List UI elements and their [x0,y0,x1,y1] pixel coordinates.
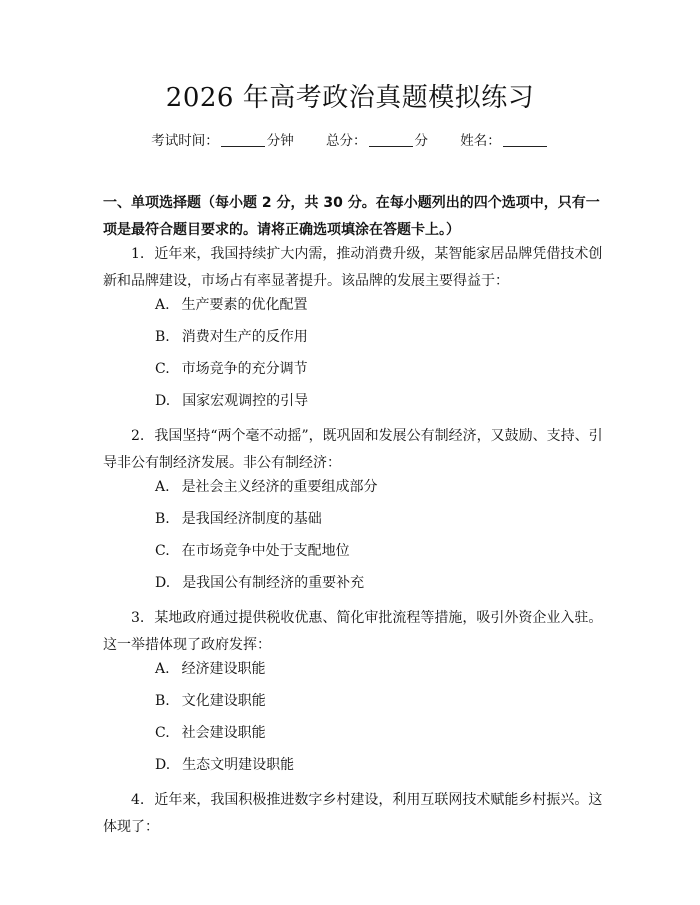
question-text: 我国坚持“两个毫不动摇”，既巩固和发展公有制经济，又鼓励、支持、引导非公有制经济发展。非公有制经济： [103,428,603,471]
option-text: 生态文明建设职能 [182,757,295,773]
section-heading: 一、单项选择题（每小题 2 分，共 30 分。在每小题列出的四个选项中，只有一项是最符合题目要求的。请将正确选项填涂在答题卡上。） [103,195,600,238]
option-item [155,476,378,498]
option-text: 是我国经济制度的基础 [181,511,322,527]
question-stem [103,605,603,659]
option-letter: C. [155,725,170,741]
question-text: 近年来，我国持续扩大内需，推动消费升级，某智能家居品牌凭借技术创新和品牌建设，市场占有率显著提升。该品牌的发展主要得益于： [103,246,603,289]
option-letter: D. [155,757,171,773]
page-title: 2026 年高考政治真题模拟练习 [165,83,535,113]
option-letter: B. [155,693,170,709]
option-item [155,690,266,712]
option-text: 在市场竞争中处于支配地位 [181,543,350,559]
exam-meta [0,130,700,152]
exam-time-field [151,133,298,149]
option-letter: A. [155,479,170,495]
question-number: 3. [131,610,145,626]
option-text: 社会建设职能 [181,725,266,741]
question-stem [103,241,603,295]
total-score-label: 总分： [326,133,367,149]
total-score-blank [369,132,413,147]
question-text: 某地政府通过提供税收优惠、简化审批流程等措施，吸引外资企业入驻。这一举措体现了政府发挥： [103,610,603,653]
exam-time-label: 考试时间： [151,133,219,149]
option-item [155,572,364,594]
question-number: 2. [131,428,145,444]
exam-time-blank [221,132,265,147]
option-item [155,508,322,530]
exam-time-unit: 分钟 [266,133,294,149]
option-text: 是社会主义经济的重要组成部分 [181,479,378,495]
name-field [460,133,549,149]
option-letter: A. [155,661,170,677]
question-number: 1. [131,246,145,262]
option-text: 生产要素的优化配置 [181,297,308,313]
total-score-field [326,133,432,149]
name-label: 姓名： [460,133,501,149]
question-text: 近年来，我国积极推进数字乡村建设，利用互联网技术赋能乡村振兴。这体现了： [103,792,603,835]
question-number: 4. [131,792,145,808]
option-item [155,358,308,380]
total-score-unit: 分 [414,133,428,149]
question-stem [103,423,603,477]
option-letter: D. [155,575,171,591]
option-letter: B. [155,329,170,345]
option-item [155,294,308,316]
option-item [155,754,294,776]
option-text: 是我国公有制经济的重要补充 [182,575,365,591]
option-letter: C. [155,361,170,377]
option-text: 文化建设职能 [181,693,266,709]
option-letter: C. [155,543,170,559]
option-item [155,326,308,348]
option-item [155,658,266,680]
option-text: 经济建设职能 [181,661,266,677]
option-item [155,390,308,412]
option-letter: D. [155,393,171,409]
option-letter: A. [155,297,170,313]
option-text: 国家宏观调控的引导 [182,393,309,409]
option-text: 消费对生产的反作用 [181,329,308,345]
question-stem [103,787,603,841]
option-text: 市场竞争的充分调节 [181,361,308,377]
option-item [155,722,266,744]
option-letter: B. [155,511,170,527]
option-item [155,540,350,562]
name-blank [503,132,547,147]
